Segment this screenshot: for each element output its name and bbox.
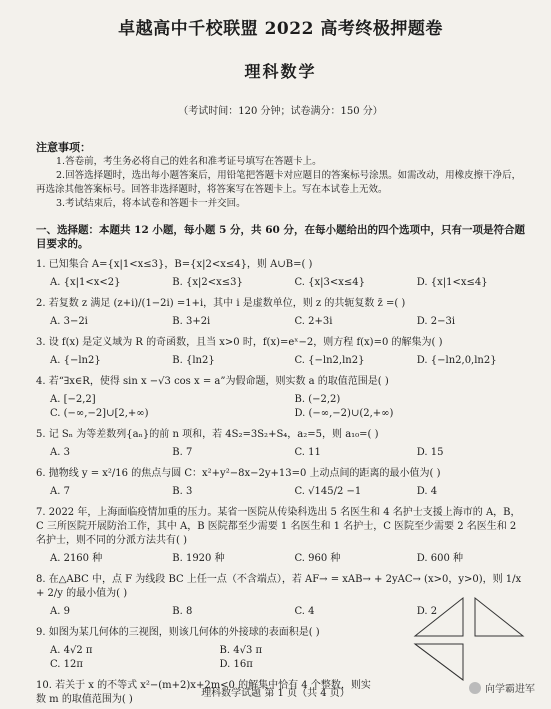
option: A. 9	[50, 606, 70, 617]
question-stem: 7. 2022 年，上海面临疫情加重的压力。某省一医院从传染科选出 5 名医生和 4 名护士支援上海市的 A，B，C 三所医院开展防治工作，其中 A，B 医院都至少需要 1 名医生和 1 名护士，C 医院至少需要 2 名医生和 2 名护士，则不同的分派方法共有( )	[36, 507, 521, 546]
question-options	[36, 315, 525, 329]
option: D. 2	[416, 606, 438, 617]
option: D. {−ln2,0,ln2}	[416, 355, 497, 366]
option: B. 3	[172, 486, 193, 497]
option: A. 7	[50, 486, 70, 497]
note-item: 1.答卷前，考生务必将自己的姓名和准考证号填写在答题卡上。	[56, 156, 322, 167]
option: B. {x|2<x≤3}	[172, 277, 243, 288]
wechat-icon	[469, 682, 481, 694]
option: C. 11	[294, 447, 321, 458]
note-item: 2.回答选择题时，选出每小题答案后，用铅笔把答题卡对应题目的答案标号涂黑。如需改动，用橡皮擦干净后，再选涂其他答案标号。回答非选择题时，将答案写在答题卡上。写在本试卷上无效。	[36, 170, 522, 195]
option: C. √145/2 −1	[294, 486, 362, 497]
option: A. 3−2i	[50, 316, 88, 327]
question-options	[36, 276, 525, 290]
question-stem: 2. 若复数 z 满足 (z+i)/(1−2i) =1+i，其中 i 是虚数单位，则 z 的共轭复数 z̄ =( )	[36, 298, 406, 309]
option: D. 16π	[219, 659, 253, 670]
option: D. {x|1<x≤4}	[416, 277, 488, 288]
option: C. 2+3i	[294, 316, 333, 327]
option: C. 4	[294, 606, 315, 617]
option: D. (−∞,−2)∪(2,+∞)	[294, 408, 394, 419]
option: C. {x|3<x≤4}	[294, 277, 366, 288]
option: D. 2−3i	[416, 316, 456, 327]
page-footer: 理科数学试题 第 1 页（共 4 页）	[201, 688, 350, 699]
option: C. 960 种	[294, 553, 341, 564]
question-options	[36, 393, 525, 421]
option: C. 12π	[50, 659, 83, 670]
question-stem: 10. 若关于 x 的不等式 x²−(m+2)x+2m<0 的解集中恰有 4 个整数，则实数 m 的取值范围为( )	[36, 680, 371, 705]
option: B. 3+2i	[172, 316, 211, 327]
notes-heading: 注意事项：	[36, 141, 91, 154]
option: C. {−ln2,ln2}	[294, 355, 365, 366]
option: B. 4√3 π	[219, 645, 263, 656]
option: D. 15	[416, 447, 444, 458]
question-options	[36, 354, 525, 368]
three-view-figure	[413, 596, 533, 682]
section-heading: 一、选择题：本题共 12 小题，每小题 5 分，共 60 分，在每小题给出的四个选项中，只有一项是符合题目要求的。	[36, 224, 525, 250]
question-stem: 1. 已知集合 A={x|1<x≤3}，B={x|2<x≤4}，则 A∪B=( )	[36, 259, 313, 270]
question-options	[36, 485, 525, 499]
option: A. {−ln2}	[50, 355, 101, 366]
note-item: 3.考试结束后，将本试卷和答题卡一并交回。	[56, 198, 246, 209]
option: A. {x|1<x<2}	[50, 277, 121, 288]
question-options	[36, 446, 525, 460]
option: A. 4√2 π	[50, 645, 93, 656]
question-stem: 4. 若“∃x∈R，使得 sin x −√3 cos x = a”为假命题，则实数 a 的取值范围是( )	[36, 376, 389, 387]
option: B. (−2,2)	[294, 394, 341, 405]
option: C. (−∞,−2]∪[2,+∞)	[50, 408, 149, 419]
option: A. 3	[50, 447, 70, 458]
option: B. 8	[172, 606, 193, 617]
subject-title: 理科数学	[244, 62, 317, 81]
exam-title: 卓越高中千校联盟 2022 高考终极押题卷	[118, 19, 443, 39]
question-stem: 9. 如图为某几何体的三视图，则该几何体的外接球的表面积是( )	[36, 627, 320, 638]
option: A. [−2,2]	[50, 394, 96, 405]
question-stem: 6. 抛物线 y = x²/16 的焦点与圆 C：x²+y²−8x−2y+13=0 上动点间的距离的最小值为( )	[36, 468, 441, 479]
question-stem: 3. 设 f(x) 是定义域为 R 的奇函数，且当 x>0 时，f(x)=eˣ−2，则方程 f(x)=0 的解集为( )	[36, 337, 443, 348]
watermark	[469, 680, 535, 695]
front-view-triangle	[415, 598, 463, 636]
question-stem: 8. 在△ABC 中，点 F 为线段 BC 上任一点（不含端点），若 AF→ = xAB→ + 2yAC→ (x>0，y>0)，则 1/x + 2/y 的最小值为( )	[36, 574, 522, 599]
option: D. 600 种	[416, 553, 464, 564]
side-view-triangle	[475, 598, 523, 636]
watermark-text: 向学霸进军	[485, 684, 535, 695]
option: B. 1920 种	[172, 553, 225, 564]
option: D. 4	[416, 486, 438, 497]
question-stem: 5. 记 Sₙ 为等差数列{aₙ}的前 n 项和，若 4S₂=3S₂+S₄，a₂=5，则 a₁₀=( )	[36, 429, 379, 440]
option: B. {ln2}	[172, 355, 215, 366]
option: B. 7	[172, 447, 193, 458]
option: A. 2160 种	[50, 553, 103, 564]
question-options	[36, 552, 525, 566]
exam-info: （考试时间：120 分钟；试卷满分：150 分）	[178, 106, 383, 117]
